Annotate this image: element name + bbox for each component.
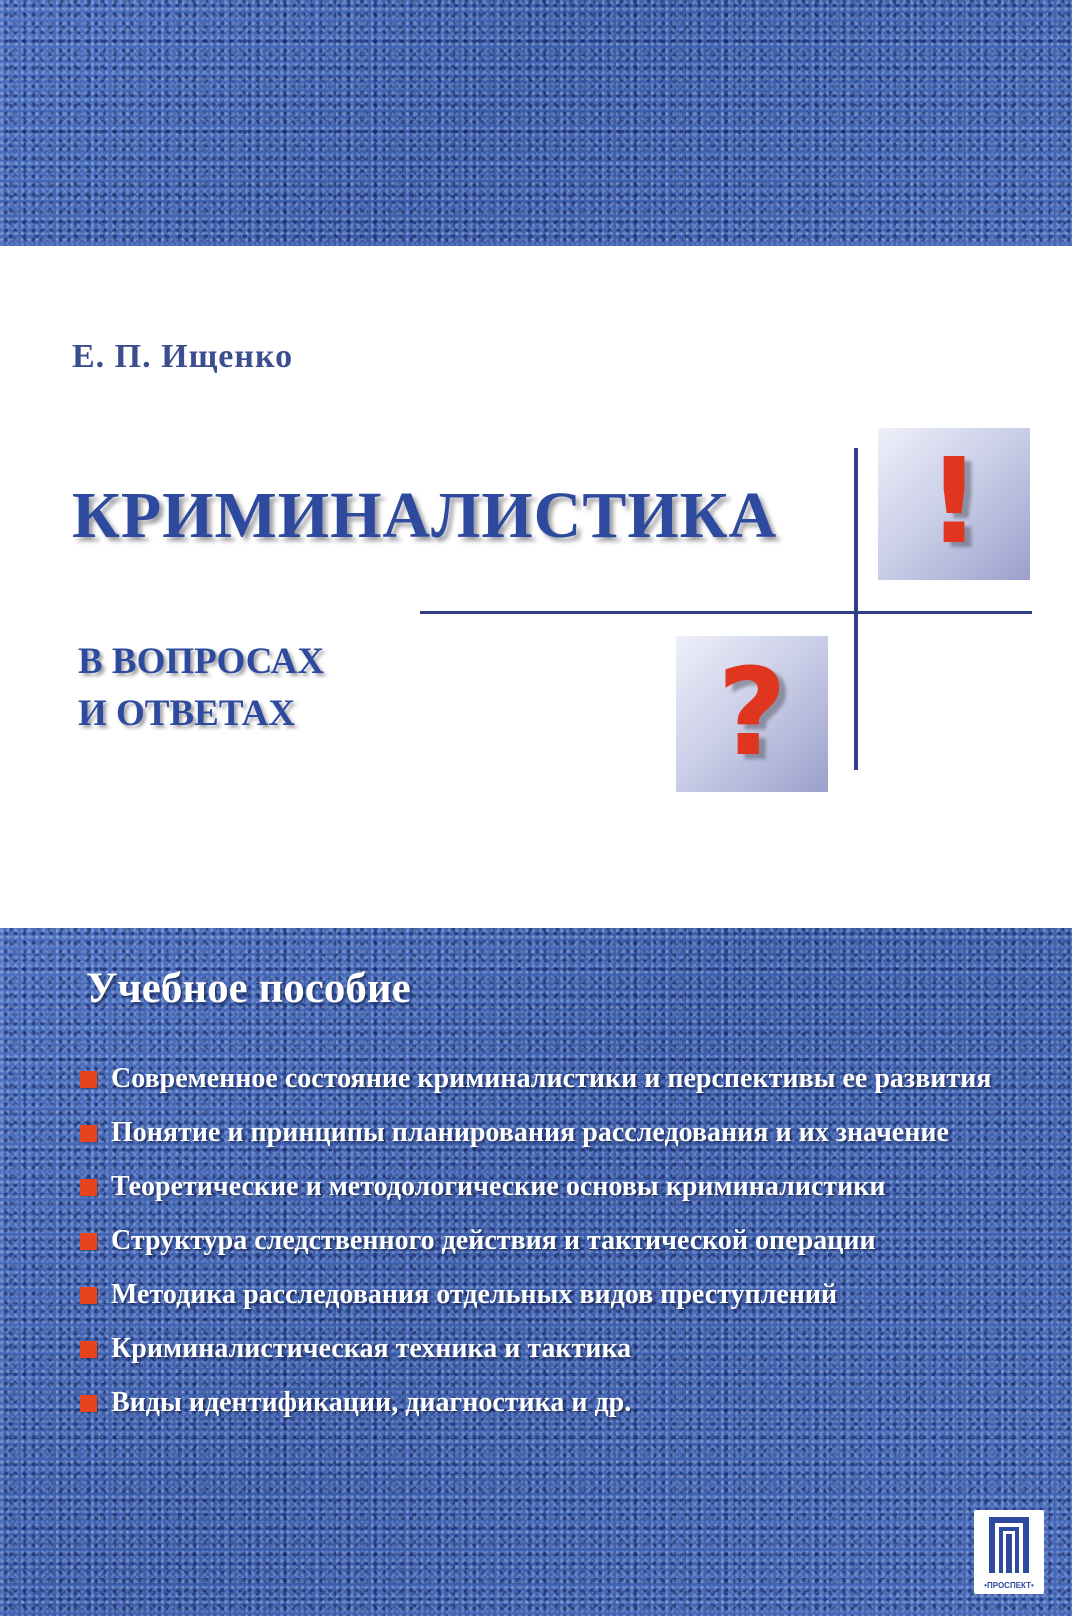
bullet-square-icon bbox=[80, 1395, 97, 1412]
subtitle-line-2: И ОТВЕТАХ bbox=[78, 693, 296, 734]
bullet-square-icon bbox=[80, 1287, 97, 1304]
publisher-logo bbox=[974, 1510, 1044, 1594]
exclamation-glyph: ! bbox=[927, 432, 981, 570]
feature-item bbox=[80, 1160, 991, 1214]
question-glyph: ? bbox=[717, 644, 787, 783]
feature-list bbox=[80, 1052, 991, 1430]
bullet-square-icon bbox=[80, 1125, 97, 1142]
bullet-square-icon bbox=[80, 1233, 97, 1250]
vertical-divider bbox=[854, 448, 858, 770]
feature-item bbox=[80, 1214, 991, 1268]
bullet-square-icon bbox=[80, 1341, 97, 1358]
horizontal-divider bbox=[420, 611, 1032, 614]
feature-item bbox=[80, 1268, 991, 1322]
feature-text: Криминалистическая техника и тактика bbox=[111, 1333, 632, 1364]
top-texture-band bbox=[0, 0, 1072, 246]
publisher-name: •ПРОСПЕКТ• bbox=[984, 1581, 1034, 1590]
feature-item bbox=[80, 1322, 991, 1376]
feature-text: Современное состояние криминалистики и перспективы ее развития bbox=[111, 1063, 992, 1094]
author-name: Е. П. Ищенко bbox=[72, 338, 294, 375]
feature-item bbox=[80, 1106, 991, 1160]
feature-item bbox=[80, 1376, 991, 1430]
feature-item bbox=[80, 1052, 991, 1106]
feature-text: Теоретические и методологические основы криминалистики bbox=[111, 1171, 886, 1202]
manual-type-label: Учебное пособие bbox=[86, 965, 411, 1012]
feature-text: Структура следственного действия и тактической операции bbox=[111, 1225, 876, 1256]
book-title: КРИМИНАЛИСТИКА bbox=[72, 479, 778, 552]
subtitle-line-1: В ВОПРОСАХ bbox=[78, 641, 325, 682]
question-mark-icon bbox=[676, 636, 828, 792]
exclamation-mark-icon bbox=[878, 428, 1030, 580]
bullet-square-icon bbox=[80, 1071, 97, 1088]
publisher-logo-icon bbox=[988, 1516, 1030, 1574]
feature-text: Понятие и принципы планирования расследования и их значение bbox=[111, 1117, 949, 1148]
feature-text: Виды идентификации, диагностика и др. bbox=[111, 1387, 632, 1418]
feature-text: Методика расследования отдельных видов преступлений bbox=[111, 1279, 838, 1310]
bullet-square-icon bbox=[80, 1179, 97, 1196]
